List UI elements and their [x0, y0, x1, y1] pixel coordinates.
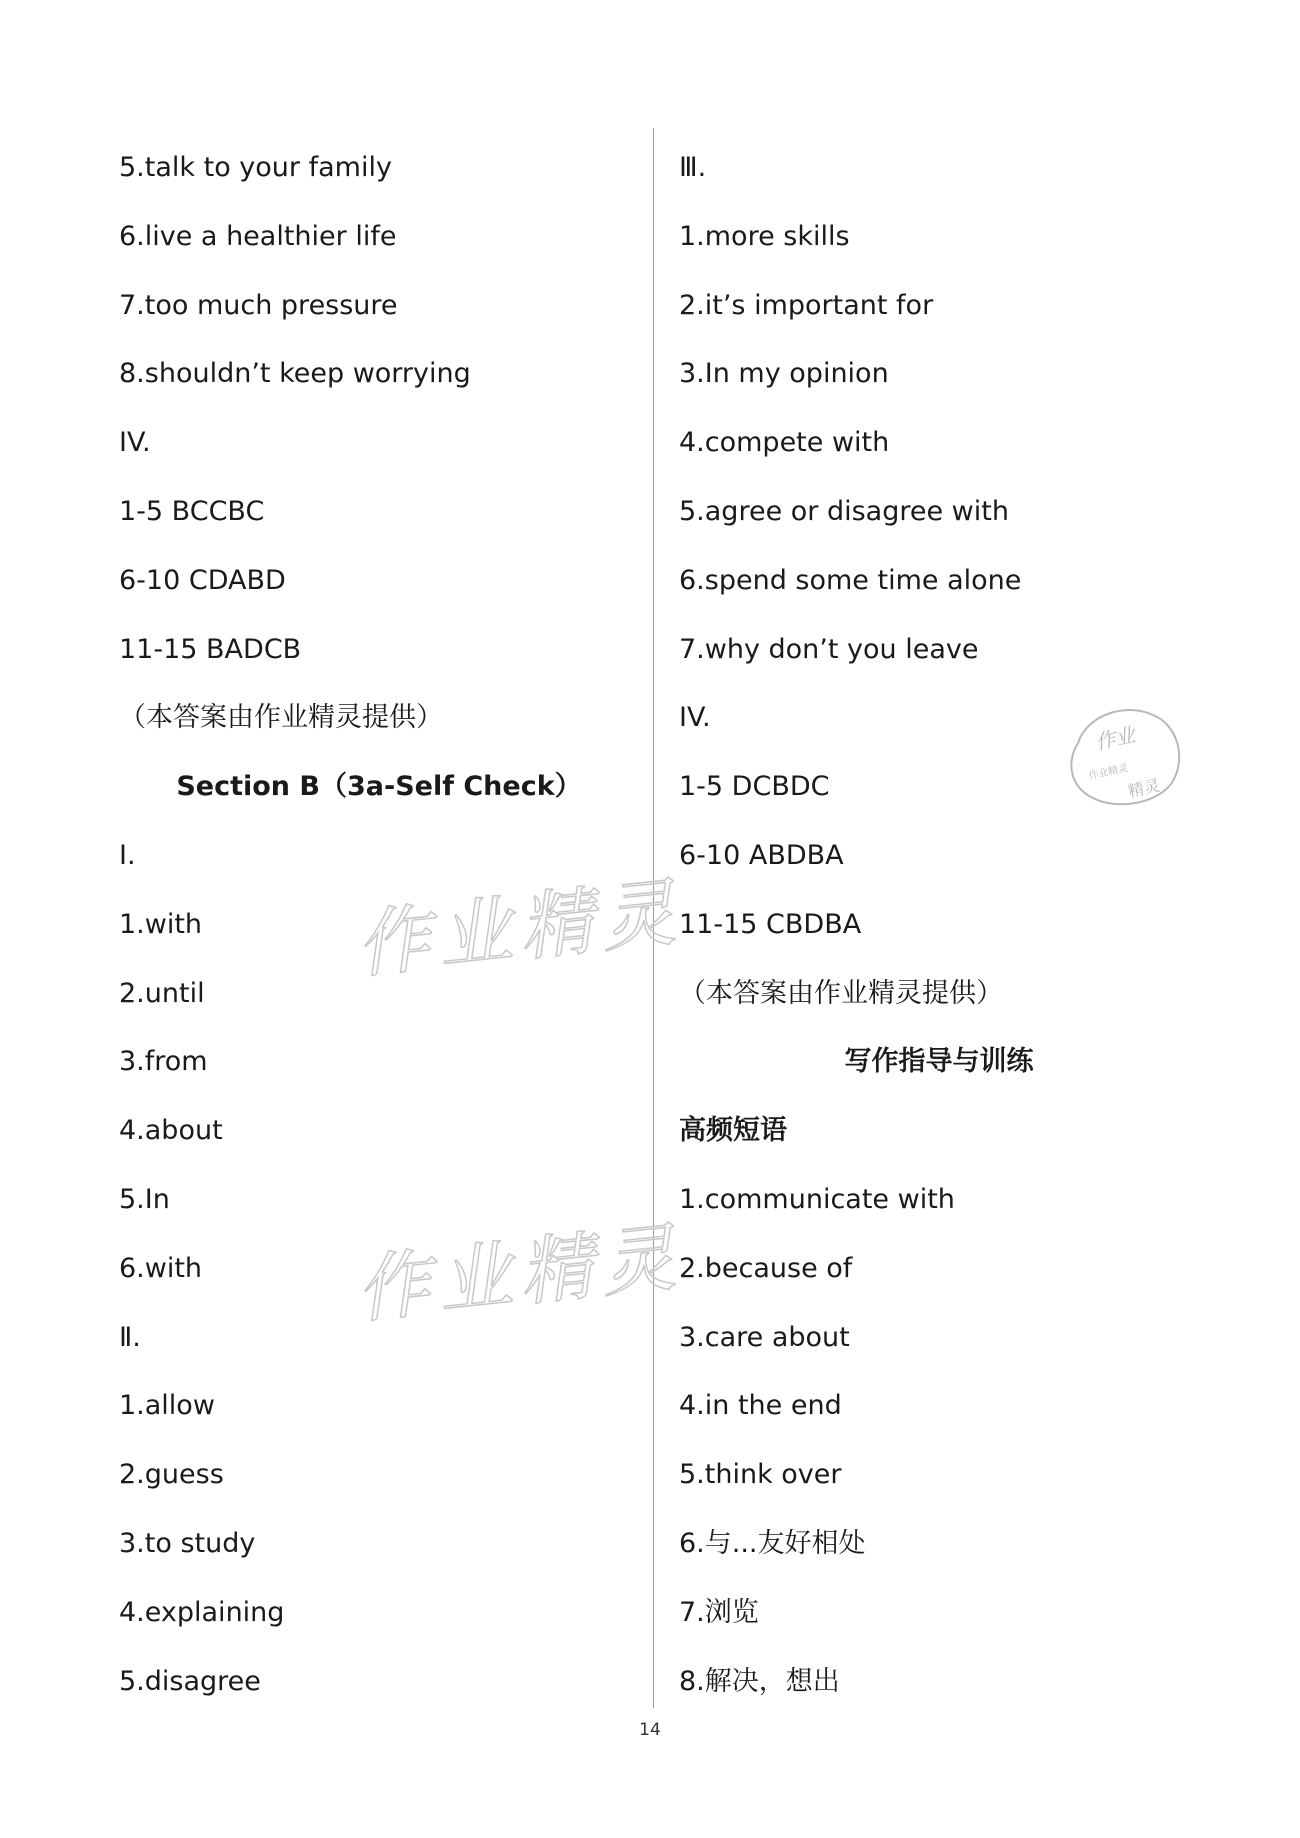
answer-line: 8.shouldn’t keep worrying — [119, 358, 471, 390]
answer-line: 6.spend some time alone — [679, 564, 1022, 596]
answer-line: 4.in the end — [679, 1390, 842, 1422]
watermark: 作业精灵 — [352, 869, 688, 989]
answer-line: 1.more skills — [679, 220, 850, 252]
answer-line: 3.care about — [679, 1321, 850, 1353]
answer-line: 1-5 BCCBC — [119, 496, 265, 527]
answer-line: 3.In my opinion — [679, 358, 889, 390]
page-number: 14 — [639, 1720, 661, 1740]
answer-line: 7.浏览 — [679, 1596, 759, 1628]
answer-line: 3.from — [119, 1046, 208, 1078]
answer-line: 3.to study — [119, 1528, 256, 1559]
answer-line: 1-5 DCBDC — [679, 771, 830, 803]
stamp-bottom-text: 精灵 — [1126, 775, 1162, 801]
answer-line: 高频短语 — [679, 1115, 787, 1147]
answer-line: 1.communicate with — [679, 1184, 955, 1215]
answer-line: 7.why don’t you leave — [679, 633, 979, 665]
answer-line: Ⅰ. — [119, 840, 136, 871]
watermark: 作业精灵 — [352, 1214, 688, 1334]
answer-line: 5.agree or disagree with — [679, 496, 1009, 527]
answer-line: Ⅲ. — [679, 152, 707, 183]
answer-line: 4.about — [119, 1115, 223, 1147]
answer-line: （本答案由作业精灵提供） — [119, 702, 443, 734]
answer-line: 11-15 CBDBA — [679, 908, 862, 940]
answer-line: 5.In — [119, 1184, 170, 1215]
answer-line: 6-10 ABDBA — [679, 840, 844, 871]
section-heading: Section B（3a-Self Check） — [176, 771, 582, 803]
answer-line: 2.until — [119, 977, 205, 1009]
answer-line: 4.explaining — [119, 1596, 285, 1628]
answer-line: 6-10 CDABD — [119, 564, 286, 596]
answer-line: 2.because of — [679, 1252, 853, 1284]
answer-line: 5.think over — [679, 1459, 842, 1491]
section-heading: 写作指导与训练 — [844, 1046, 1034, 1078]
answer-line: 6.live a healthier life — [119, 220, 397, 252]
answer-line: （本答案由作业精灵提供） — [679, 977, 1003, 1009]
answer-line: 2.it’s important for — [679, 289, 934, 321]
stamp-logo — [1058, 703, 1188, 813]
answer-line: 6.与...友好相处 — [679, 1528, 866, 1559]
answer-line: 5.disagree — [119, 1665, 261, 1697]
stamp-middle-text: 作业精灵 — [1087, 763, 1130, 783]
answer-line: 11-15 BADCB — [119, 633, 302, 665]
stamp-top-text: 作业 — [1093, 722, 1138, 755]
answer-line: 7.too much pressure — [119, 289, 398, 321]
answer-line: IV. — [119, 427, 151, 459]
answer-line: 2.guess — [119, 1459, 224, 1491]
answer-line: IV. — [679, 702, 711, 734]
answer-line: 1.with — [119, 908, 203, 940]
answer-line: 8.解决，想出 — [679, 1665, 840, 1697]
answer-line: 6.with — [119, 1252, 203, 1284]
answer-line: 5.talk to your family — [119, 152, 392, 183]
answer-line: Ⅱ. — [119, 1321, 141, 1353]
answer-line: 4.compete with — [679, 427, 890, 459]
answer-line: 1.allow — [119, 1390, 215, 1422]
